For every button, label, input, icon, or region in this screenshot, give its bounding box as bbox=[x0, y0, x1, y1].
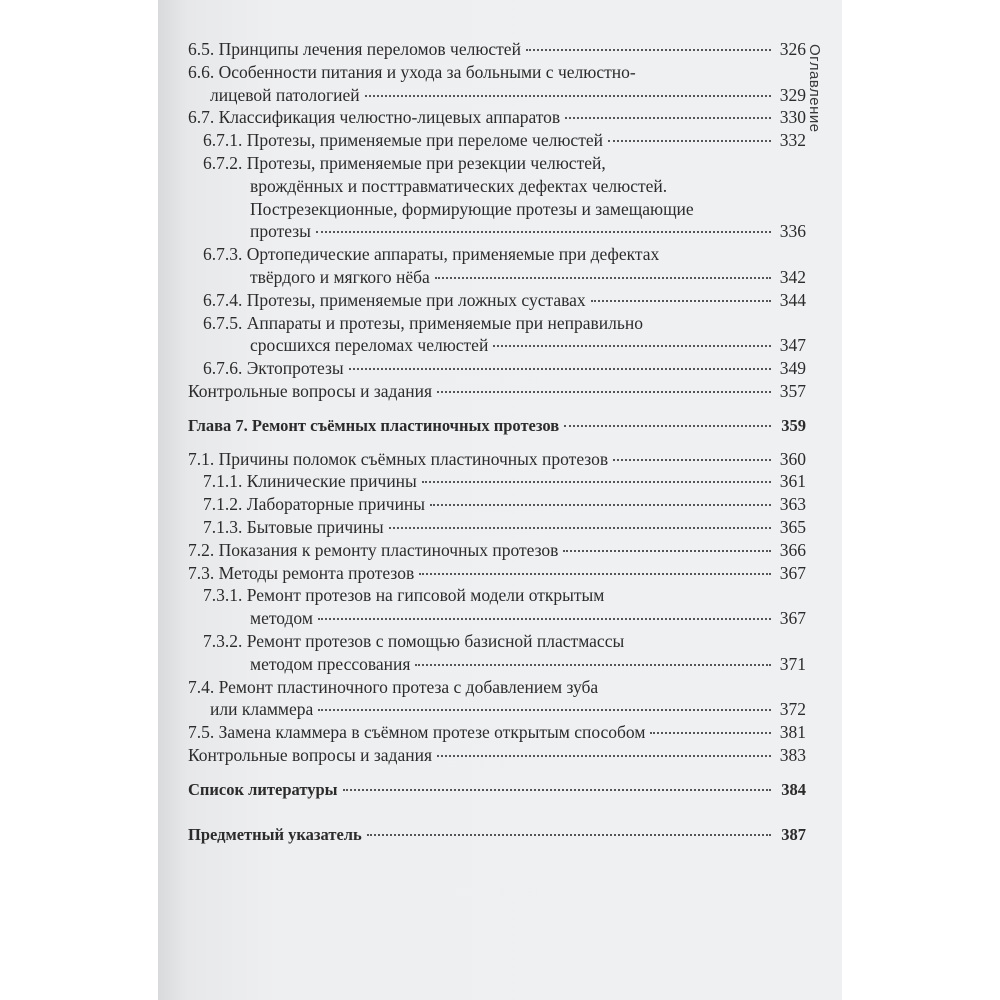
toc-page-number: 387 bbox=[781, 824, 806, 844]
toc-entry-title: 6.7. Классификация челюстно-лицевых аппаратов bbox=[188, 107, 561, 128]
toc-entry[interactable] bbox=[188, 721, 806, 744]
toc-entry-title: 7.4. Ремонт пластиночного протеза с добавлением зуба bbox=[188, 676, 599, 697]
toc-entry[interactable] bbox=[188, 61, 806, 107]
toc-entry[interactable] bbox=[188, 357, 806, 380]
toc-entry-title: 7.3. Методы ремонта протезов bbox=[188, 562, 415, 583]
toc-entry[interactable] bbox=[188, 493, 806, 516]
dot-leader bbox=[343, 789, 771, 791]
toc-entry-title: Список литературы bbox=[188, 779, 338, 799]
toc-page-number: 330 bbox=[779, 107, 806, 128]
dot-leader bbox=[316, 231, 771, 233]
dot-leader bbox=[435, 277, 771, 279]
toc-page-number: 363 bbox=[779, 494, 806, 515]
dot-leader bbox=[563, 550, 771, 552]
toc-entry[interactable] bbox=[188, 312, 806, 358]
dot-leader bbox=[430, 504, 771, 506]
toc-entry-title: 6.5. Принципы лечения переломов челюстей bbox=[188, 39, 521, 59]
toc-entry-title: Контрольные вопросы и задания bbox=[188, 380, 432, 401]
toc-entry-title: 7.2. Показания к ремонту пластиночных протезов bbox=[188, 539, 559, 560]
toc-entry-title: 7.1.2. Лабораторные причины bbox=[203, 494, 426, 515]
dot-leader bbox=[591, 300, 771, 302]
toc-entry-title: 6.6. Особенности питания и ухода за больными с челюстно- bbox=[188, 61, 636, 82]
dot-leader bbox=[493, 345, 771, 347]
toc-page-number: 365 bbox=[779, 516, 806, 537]
toc-entry[interactable] bbox=[188, 562, 806, 585]
toc-page-number: 383 bbox=[779, 744, 806, 765]
toc-page-number: 371 bbox=[779, 653, 806, 674]
dot-leader bbox=[318, 618, 771, 620]
toc-page-number: 366 bbox=[779, 539, 806, 560]
toc-page-number: 384 bbox=[781, 779, 806, 799]
toc-entry-title: Предметный указатель bbox=[188, 824, 362, 844]
toc-entry-title: 6.7.6. Эктопротезы bbox=[203, 358, 344, 379]
toc-entry[interactable] bbox=[188, 824, 806, 847]
dot-leader bbox=[415, 664, 771, 666]
toc-entry[interactable] bbox=[188, 38, 806, 61]
toc-entry-title: 6.7.3. Ортопедические аппараты, применяемые при дефектах bbox=[203, 244, 660, 265]
toc-entry-title: Контрольные вопросы и задания bbox=[188, 744, 432, 765]
toc-entry-title: сросшихся переломах челюстей bbox=[250, 335, 489, 356]
toc-entry[interactable] bbox=[188, 584, 806, 630]
toc-page-number: 336 bbox=[779, 221, 806, 242]
toc-entry[interactable] bbox=[188, 152, 806, 243]
toc-page-number: 372 bbox=[779, 699, 806, 720]
toc-page-number: 381 bbox=[779, 722, 806, 743]
toc-entry[interactable] bbox=[188, 129, 806, 152]
toc-entry-title: 6.7.2. Протезы, применяемые при резекции челюстей, bbox=[203, 152, 606, 173]
dot-leader bbox=[367, 834, 771, 836]
toc-entry-title: Глава 7. Ремонт съёмных пластиночных протезов bbox=[188, 415, 560, 435]
toc-entry-title: врождённых и посттравматических дефектах челюстей. bbox=[250, 175, 668, 196]
toc-entry-title: или кламмера bbox=[210, 699, 314, 720]
dot-leader bbox=[437, 755, 771, 757]
toc-entry[interactable] bbox=[188, 380, 806, 403]
dot-leader bbox=[365, 95, 771, 97]
toc-page-number: 357 bbox=[779, 380, 806, 401]
toc-entry-title: 7.3.1. Ремонт протезов на гипсовой модели открытым bbox=[203, 585, 605, 606]
toc-page-number: 359 bbox=[781, 415, 806, 435]
toc-entry-title: твёрдого и мягкого нёба bbox=[250, 266, 430, 287]
toc-entry[interactable] bbox=[188, 539, 806, 562]
toc-entry[interactable] bbox=[188, 516, 806, 539]
toc-entry[interactable] bbox=[188, 448, 806, 471]
table-of-contents bbox=[188, 38, 806, 856]
toc-entry-title: лицевой патологией bbox=[210, 84, 360, 105]
toc-entry-title: 7.5. Замена кламмера в съёмном протезе открытым способом bbox=[188, 722, 646, 743]
dot-leader bbox=[564, 425, 771, 427]
toc-entry-title: протезы bbox=[250, 221, 311, 242]
toc-entry[interactable] bbox=[188, 106, 806, 129]
toc-entry[interactable] bbox=[188, 289, 806, 312]
toc-entry[interactable] bbox=[188, 470, 806, 493]
toc-page-number: 361 bbox=[779, 471, 806, 492]
toc-entry[interactable] bbox=[188, 779, 806, 802]
toc-page-number: 360 bbox=[779, 448, 806, 469]
toc-entry[interactable] bbox=[188, 415, 806, 438]
toc-entry-title: 7.1. Причины поломок съёмных пластиночных протезов bbox=[188, 448, 609, 469]
dot-leader bbox=[608, 140, 771, 142]
toc-entry-title: 7.3.2. Ремонт протезов с помощью базисной пластмассы bbox=[203, 630, 625, 651]
toc-page-number: 332 bbox=[779, 130, 806, 151]
dot-leader bbox=[565, 117, 771, 119]
toc-page-number: 367 bbox=[779, 608, 806, 629]
toc-entry[interactable] bbox=[188, 676, 806, 722]
dot-leader bbox=[650, 732, 771, 734]
toc-page-number: 342 bbox=[779, 266, 806, 287]
toc-page-number: 347 bbox=[779, 335, 806, 356]
running-head: Оглавление bbox=[806, 44, 823, 133]
toc-page-number: 367 bbox=[779, 562, 806, 583]
toc-entry-title: 6.7.1. Протезы, применяемые при переломе челюстей bbox=[203, 130, 603, 151]
dot-leader bbox=[422, 481, 771, 483]
toc-entry-title: 7.1.1. Клинические причины bbox=[203, 471, 417, 492]
toc-page-number: 344 bbox=[779, 289, 806, 310]
toc-entry-title: 7.1.3. Бытовые причины bbox=[203, 516, 384, 537]
toc-entry-title: методом bbox=[250, 608, 313, 629]
dot-leader bbox=[349, 368, 771, 370]
toc-entry[interactable] bbox=[188, 243, 806, 289]
dot-leader bbox=[419, 573, 771, 575]
dot-leader bbox=[389, 527, 771, 529]
toc-entry-title: 6.7.5. Аппараты и протезы, применяемые при неправильно bbox=[203, 312, 643, 333]
dot-leader bbox=[437, 391, 771, 393]
toc-page-number: 329 bbox=[779, 84, 806, 105]
dot-leader bbox=[318, 709, 771, 711]
toc-entry-title: Пострезекционные, формирующие протезы и замещающие bbox=[250, 198, 694, 219]
dot-leader bbox=[526, 49, 771, 51]
toc-page-number: 349 bbox=[779, 358, 806, 379]
dot-leader bbox=[613, 459, 771, 461]
toc-entry[interactable] bbox=[188, 744, 806, 767]
toc-page-number: 326 bbox=[779, 39, 806, 59]
toc-entry-title: 6.7.4. Протезы, применяемые при ложных суставах bbox=[203, 289, 586, 310]
toc-entry[interactable] bbox=[188, 630, 806, 676]
toc-entry-title: методом прессования bbox=[250, 653, 411, 674]
